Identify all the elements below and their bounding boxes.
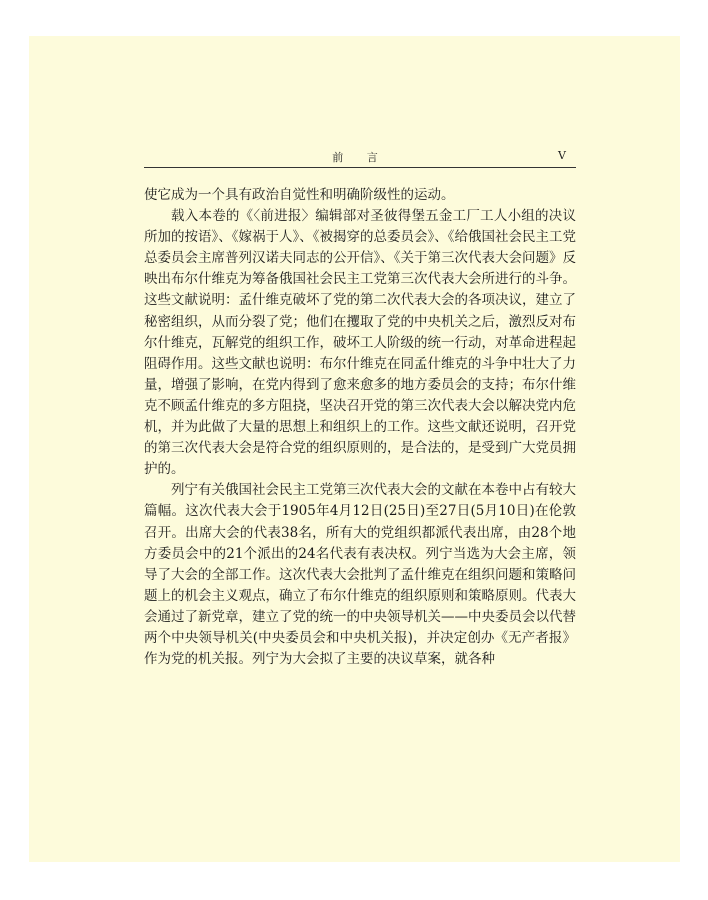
- paragraph-preparation-struggle: 载入本卷的《〈前进报〉编辑部对圣彼得堡五金工厂工人小组的决议所加的按语》、《嫁祸于人》、《被揭穿的总委员会》、《给俄国社会民主工党总委员会主席普列汉诺夫同志的公开信》、《关于第三次代表大会问题》反映出布尔什维克为筹备俄国社会民主工党第三次代表大会所进行的斗争。这些文献说明：孟什维克破坏了党的第二次代表大会的各项决议，建立了秘密组织，从而分裂了党；他们在攫取了党的中央机关之后，激烈反对布尔什维克，瓦解党的组织工作，破坏工人阶级的统一行动，对革命进程起阻碍作用。这些文献也说明：布尔什维克在同孟什维克的斗争中壮大了力量，增强了影响，在党内得到了愈来愈多的地方委员会的支持；布尔什维克不顾孟什维克的多方阻挠，坚决召开党的第三次代表大会以解决党内危机，并为此做了大量的思想上和组织上的工作。这些文献还说明，召开党的第三次代表大会是符合党的组织原则的，是合法的，是受到广大党员拥护的。: [144, 208, 576, 478]
- paragraph-third-congress: 列宁有关俄国社会民主工党第三次代表大会的文献在本卷中占有较大篇幅。这次代表大会于1905年4月12日(25日)至27日(5月10日)在伦敦召开。出席大会的代表38名，所有大的党组织都派代表出席，由28个地方委员会中的21个派出的24名代表有表决权。列宁当选为大会主席，领导了大会的全部工作。这次代表大会批判了孟什维克在组织问题和策略问题上的机会主义观点，确立了布尔什维克的组织原则和策略原则。代表大会通过了新党章，建立了党的统一的中央领导机关——中央委员会以代替两个中央领导机关(中央委员会和中央机关报)，并决定创办《无产者报》作为党的机关报。列宁为大会拟了主要的决议草案，就各种: [144, 482, 576, 668]
- running-head: [144, 147, 576, 168]
- running-title: 前 言: [332, 151, 388, 164]
- paragraph-continuation: 使它成为一个具有政治自觉性和明确阶级性的运动。: [144, 187, 455, 203]
- page-number: V: [558, 149, 566, 162]
- body-text: [144, 185, 576, 670]
